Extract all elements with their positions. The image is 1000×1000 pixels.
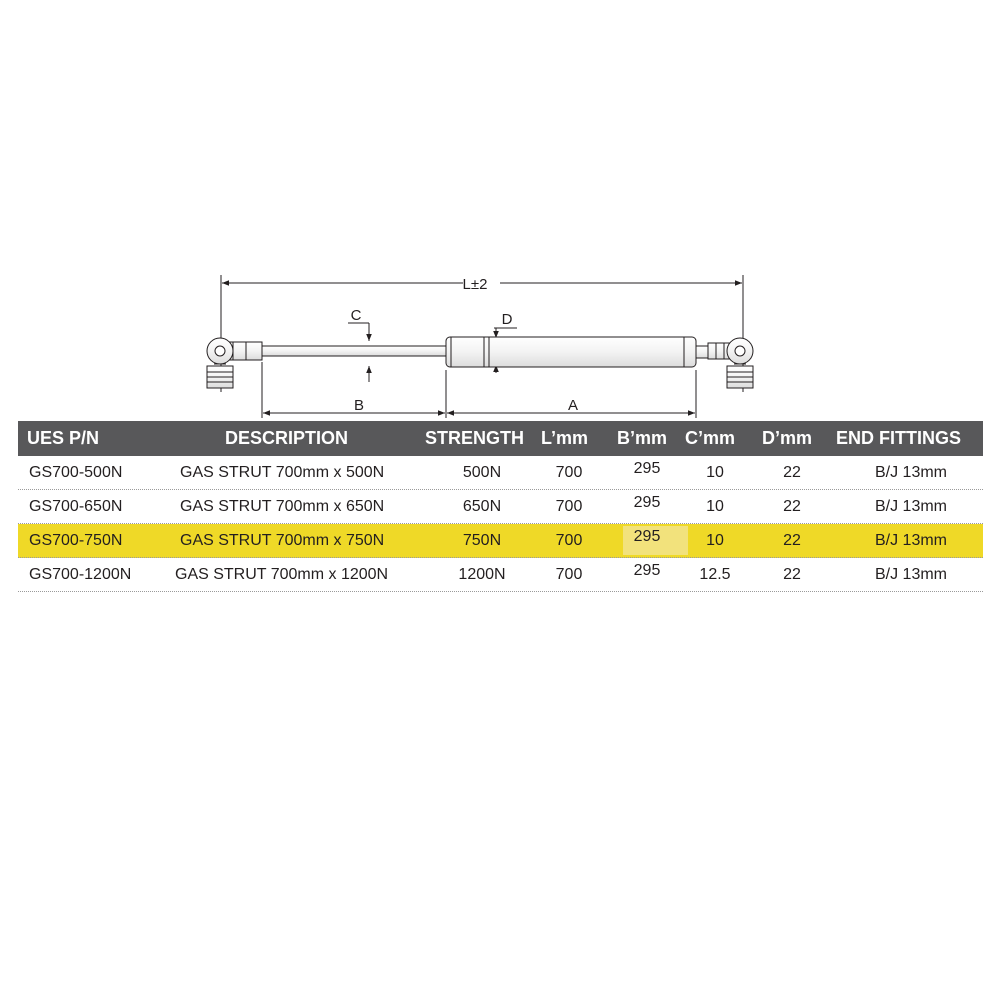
body-diameter-label: D <box>501 311 513 328</box>
cell-end-fittings: B/J 13mm <box>874 532 947 549</box>
left-end-fitting <box>207 338 262 388</box>
cell-strength: 1200N <box>458 566 506 583</box>
body-length-dimension <box>447 370 696 418</box>
cell-part-number: GS700-500N <box>29 464 123 481</box>
header-strength: STRENGTH <box>425 428 524 448</box>
gas-strut-diagram <box>0 0 1000 425</box>
cell-end-fittings: B/J 13mm <box>874 464 947 481</box>
cylinder-body <box>446 337 696 367</box>
cell-length: 700 <box>555 532 583 549</box>
cell-description: GAS STRUT 700mm x 650N <box>180 498 385 515</box>
overall-length-dimension <box>221 275 743 392</box>
cell-strength: 500N <box>462 464 502 481</box>
table-row <box>18 490 983 524</box>
header-description: DESCRIPTION <box>225 428 349 448</box>
cell-description: GAS STRUT 700mm x 500N <box>180 464 385 481</box>
cell-length: 700 <box>555 566 583 583</box>
table-header <box>18 421 983 456</box>
cell-description: GAS STRUT 700mm x 1200N <box>175 566 389 583</box>
cell-part-number: GS700-650N <box>29 498 123 515</box>
cell-end-fittings: B/J 13mm <box>874 498 947 515</box>
rod-length-label: B <box>353 397 365 414</box>
header-d-mm: D’mm <box>762 428 813 448</box>
table-row-highlighted <box>18 524 983 558</box>
gas-strut-spec-table <box>18 421 983 592</box>
header-end-fittings: END FITTINGS <box>836 428 961 448</box>
cell-part-number: GS700-750N <box>29 532 123 549</box>
cell-c-mm: 10 <box>706 532 724 549</box>
cell-part-number: GS700-1200N <box>29 566 132 583</box>
header-c-mm: C’mm <box>685 428 736 448</box>
piston-rod <box>262 346 448 356</box>
cell-c-mm: 10 <box>706 464 724 481</box>
cell-length: 700 <box>555 464 583 481</box>
right-end-fitting <box>696 338 753 388</box>
rod-diameter-label: C <box>350 307 362 324</box>
table-row <box>18 558 983 592</box>
cell-c-mm: 10 <box>706 498 724 515</box>
header-part-number: UES P/N <box>27 428 100 448</box>
cell-d-mm: 22 <box>783 498 801 515</box>
cell-length: 700 <box>555 498 583 515</box>
cell-b-mm: 295 <box>633 460 661 477</box>
cell-strength: 750N <box>462 532 502 549</box>
cell-b-mm: 295 <box>633 528 661 545</box>
cell-d-mm: 22 <box>783 532 801 549</box>
cell-d-mm: 22 <box>783 464 801 481</box>
table-row <box>18 456 983 490</box>
cell-end-fittings: B/J 13mm <box>874 566 947 583</box>
rod-length-dimension <box>262 362 446 418</box>
header-b-mm: B’mm <box>617 428 668 448</box>
rod-diameter-dimension <box>348 307 369 382</box>
cell-b-mm: 295 <box>633 562 661 579</box>
header-length: L’mm <box>541 428 589 448</box>
cell-b-mm: 295 <box>633 494 661 511</box>
cell-d-mm: 22 <box>783 566 801 583</box>
cell-c-mm: 12.5 <box>699 566 731 583</box>
cell-strength: 650N <box>462 498 502 515</box>
cell-description: GAS STRUT 700mm x 750N <box>180 532 385 549</box>
overall-length-label: L±2 <box>462 276 488 293</box>
body-length-label: A <box>567 397 579 414</box>
